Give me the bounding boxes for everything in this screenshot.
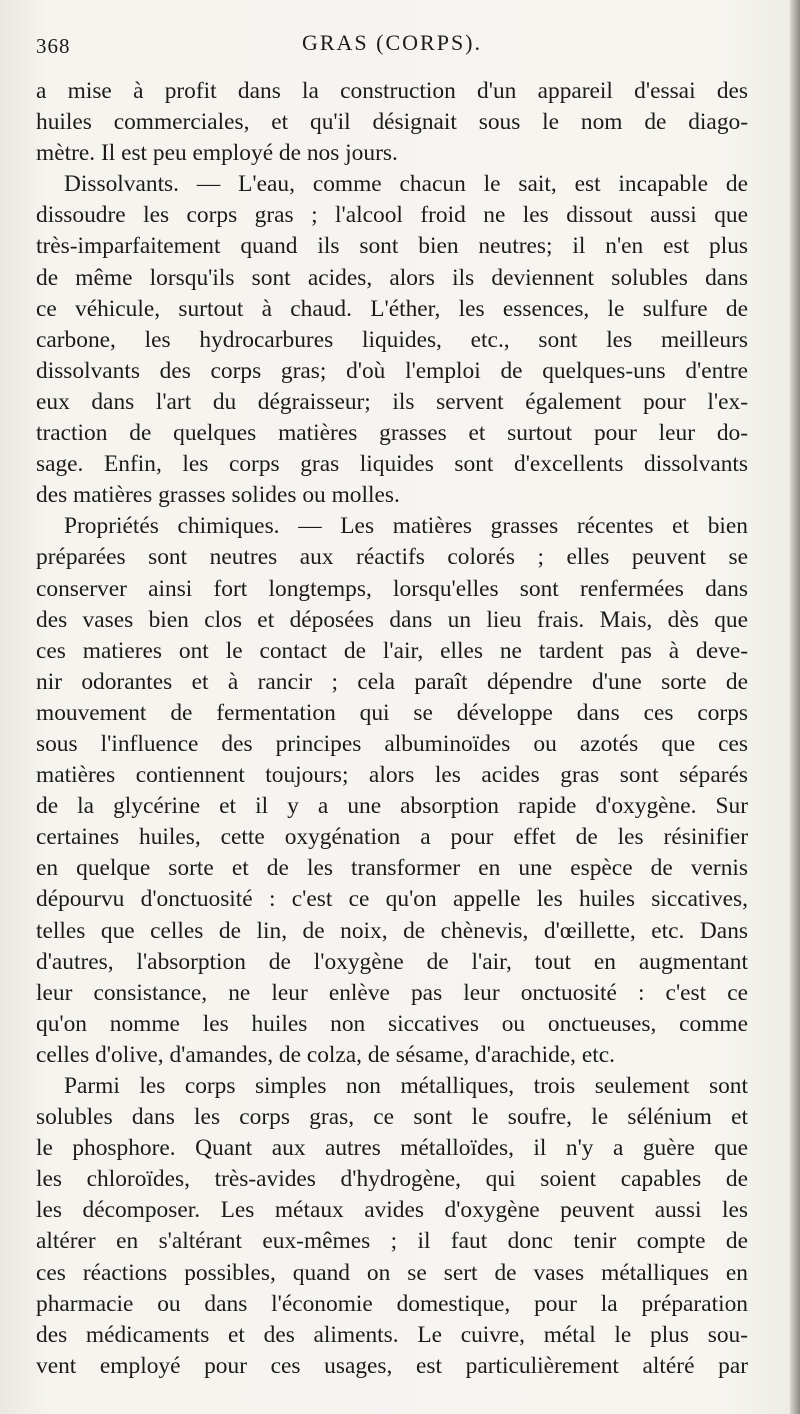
text-line: de même lorsqu'ils sont acides, alors ils deviennent solubles dans xyxy=(36,264,748,291)
text-line: mouvement de fermentation qui se développe dans ces corps xyxy=(36,699,748,726)
running-head: GRAS (CORPS). xyxy=(301,30,483,55)
text-line: telles que celles de lin, de noix, de chènevis, d'œillette, etc. Dans xyxy=(36,917,748,944)
text-line: sous l'influence des principes albuminoïdes ou azotés que ces xyxy=(36,730,748,757)
text-line: très-imparfaitement quand ils sont bien neutres; il n'en est plus xyxy=(36,233,748,260)
text-line: de la glycérine et il y a une absorption rapide d'oxygène. Sur xyxy=(36,793,748,820)
text-line: les chloroïdes, très-avides d'hydrogène, qui soient capables de xyxy=(36,1166,748,1193)
text-line: vent employé pour ces usages, est particulièrement altéré par xyxy=(36,1352,748,1379)
text-line: dissolvants des corps gras; d'où l'emploi de quelques-uns d'entre xyxy=(36,357,748,384)
text-line: d'autres, l'absorption de l'oxygène de l'air, tout en augmentant xyxy=(36,948,748,975)
text-line: Propriétés chimiques. — Les matières grasses récentes et bien xyxy=(64,513,748,540)
page-number: 368 xyxy=(36,34,71,58)
text-line: conserver ainsi fort longtemps, lorsqu'elles sont renfermées dans xyxy=(36,575,748,602)
text-line: Parmi les corps simples non métalliques, trois seulement sont xyxy=(64,1073,748,1099)
text-line: ce véhicule, surtout à chaud. L'éther, les essences, le sulfure de xyxy=(36,295,748,322)
text-line: le phosphore. Quant aux autres métalloïdes, il n'y a guère que xyxy=(36,1135,748,1162)
text-line: dépourvu d'onctuosité : c'est ce qu'on appelle les huiles siccatives, xyxy=(36,886,748,913)
text-line: mètre. Il est peu employé de nos jours. xyxy=(36,140,398,167)
page-edge-shadow xyxy=(790,0,800,1414)
text-line: dissoudre les corps gras ; l'alcool froid ne les dissout aussi que xyxy=(36,202,748,229)
text-line: qu'on nomme les huiles non siccatives ou onctueuses, comme xyxy=(36,1010,748,1037)
text-line: en quelque sorte et de les transformer en une espèce de vernis xyxy=(36,855,748,882)
text-line: huiles commerciales, et qu'il désignait sous le nom de diago- xyxy=(36,109,748,136)
text-line: des vases bien clos et déposées dans un lieu frais. Mais, dès que xyxy=(36,606,748,633)
text-line: pharmacie ou dans l'économie domestique, pour la préparation xyxy=(36,1290,748,1317)
text-line: certaines huiles, cette oxygénation a pour effet de les résinifier xyxy=(36,824,748,851)
text-line: carbone, les hydrocarbures liquides, etc., sont les meilleurs xyxy=(36,326,748,353)
text-line: des médicaments et des aliments. Le cuivre, métal le plus sou- xyxy=(36,1321,748,1348)
text-line: matières contiennent toujours; alors les acides gras sont séparés xyxy=(36,762,748,789)
text-line: nir odorantes et à rancir ; cela paraît dépendre d'une sorte de xyxy=(36,668,748,695)
page-header xyxy=(36,28,748,62)
text-line: sage. Enfin, les corps gras liquides sont d'excellents dissolvants xyxy=(36,451,748,478)
text-line: a mise à profit dans la construction d'un appareil d'essai des xyxy=(36,78,748,104)
text-line: traction de quelques matières grasses et surtout pour leur do- xyxy=(36,420,748,447)
text-line: Dissolvants. — L'eau, comme chacun le sait, est incapable de xyxy=(64,171,748,198)
text-line: ces réactions possibles, quand on se sert de vases métalliques en xyxy=(36,1259,748,1286)
text-line: les décomposer. Les métaux avides d'oxygène peuvent aussi les xyxy=(36,1197,748,1224)
body-text xyxy=(36,76,748,1382)
text-line: solubles dans les corps gras, ce sont le soufre, le sélénium et xyxy=(36,1104,748,1131)
text-line: leur consistance, ne leur enlève pas leur onctuosité : c'est ce xyxy=(36,979,748,1006)
text-line: préparées sont neutres aux réactifs colorés ; elles peuvent se xyxy=(36,544,748,571)
text-line: celles d'olive, d'amandes, de colza, de sésame, d'arachide, etc. xyxy=(36,1041,615,1068)
text-line: ces matieres ont le contact de l'air, elles ne tardent pas à deve- xyxy=(36,637,748,664)
text-line: altérer en s'altérant eux-mêmes ; il faut donc tenir compte de xyxy=(36,1228,748,1255)
text-line: des matières grasses solides ou molles. xyxy=(36,482,400,509)
text-line: eux dans l'art du dégraisseur; ils servent également pour l'ex- xyxy=(36,388,748,415)
